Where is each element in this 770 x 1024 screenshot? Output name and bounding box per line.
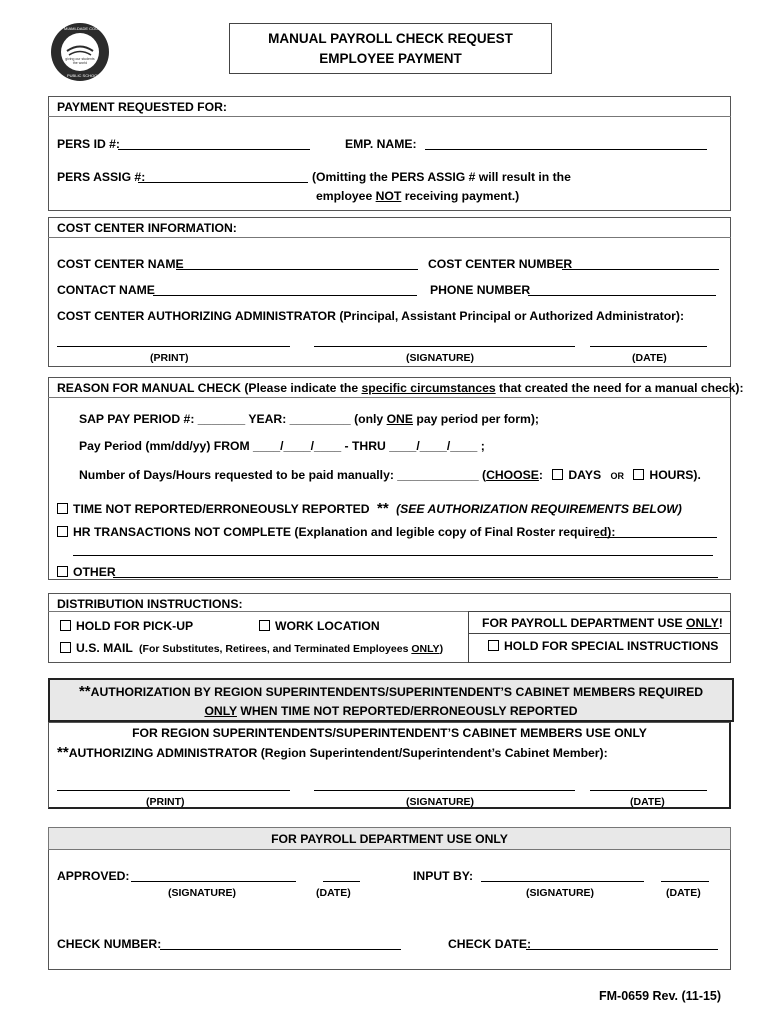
hours-checkbox[interactable]: [633, 469, 644, 480]
see-auth-note: (SEE AUTHORIZATION REQUIREMENTS BELOW): [396, 502, 682, 516]
hours-label: HOURS).: [649, 468, 701, 482]
form-number: FM-0659 Rev. (11-15): [599, 989, 722, 1003]
region-date-caption: (DATE): [630, 796, 665, 808]
check-number-field[interactable]: [160, 949, 401, 950]
us-mail-note-b: ): [439, 643, 444, 655]
us-mail-note-a: (For Substitutes, Retirees, and Terminated Employees: [139, 643, 412, 655]
form-title: MANUAL PAYROLL CHECK REQUEST: [268, 31, 513, 46]
payroll-use-divider: [468, 633, 731, 634]
payroll-use-only: ONLY: [686, 616, 719, 630]
payroll-use-b: !: [718, 616, 723, 630]
cost-center-heading: COST CENTER INFORMATION:: [57, 221, 237, 235]
check-date-label: CHECK DATE:: [448, 937, 532, 951]
choose-label: CHOOSE: [486, 468, 539, 482]
hold-special-label: HOLD FOR SPECIAL INSTRUCTIONS: [504, 639, 719, 653]
region-print-field[interactable]: [57, 790, 290, 791]
cost-center-name-field[interactable]: [176, 269, 418, 270]
other-row[interactable]: [57, 565, 116, 579]
reason-heading: [57, 381, 744, 395]
note-b2: receiving payment.): [401, 189, 520, 203]
note-b1: employee: [316, 189, 376, 203]
us-mail-only: ONLY: [411, 643, 440, 655]
region-signature-field[interactable]: [314, 790, 575, 791]
hr-transactions-label: HR TRANSACTIONS NOT COMPLETE (Explanation and legible copy of Final Roster required):: [73, 525, 616, 539]
days-hours-label: Number of Days/Hours requested to be paid manually: ____________ (: [79, 468, 487, 482]
input-by-signature-caption: (SIGNATURE): [526, 887, 595, 899]
payment-heading: PAYMENT REQUESTED FOR:: [57, 100, 227, 114]
phone-number-field[interactable]: [528, 295, 716, 296]
cost-center-divider: [48, 237, 731, 238]
pers-assig-note-2: [316, 189, 519, 203]
reason-divider: [48, 397, 731, 398]
input-by-label: INPUT BY:: [413, 869, 474, 883]
work-location-checkbox[interactable]: [259, 620, 270, 631]
us-mail-row[interactable]: [60, 641, 443, 656]
region-stars: **: [57, 744, 69, 761]
pers-id-label: PERS ID #:: [57, 137, 120, 151]
payroll-use-a: FOR PAYROLL DEPARTMENT USE: [482, 616, 687, 630]
title-box: [229, 23, 552, 74]
time-stars: **: [377, 500, 389, 517]
logo-bottom-text: PUBLIC SCHOOLS: [67, 73, 103, 78]
pers-assig-label: PERS ASSIG #:: [57, 170, 146, 184]
sap-end: pay period per form);: [413, 412, 539, 426]
auth-stars: **: [78, 683, 91, 700]
authorizing-admin-label: COST CENTER AUTHORIZING ADMINISTRATOR (Principal, Assistant Principal or Authorized Administrator):: [57, 309, 685, 323]
cost-center-number-field[interactable]: [562, 269, 719, 270]
hold-pickup-checkbox[interactable]: [60, 620, 71, 631]
hr-transactions-row[interactable]: [57, 525, 615, 539]
input-by-signature-field[interactable]: [481, 881, 644, 882]
district-logo: [50, 22, 110, 82]
payment-heading-divider: [48, 116, 731, 117]
region-use-heading: FOR REGION SUPERINTENDENTS/SUPERINTENDENT’S CABINET MEMBERS USE ONLY: [132, 726, 647, 740]
reason-heading-u: specific circumstances: [361, 381, 496, 395]
days-label: DAYS: [568, 468, 602, 482]
sap-label: SAP PAY PERIOD #: _______ YEAR: _________ (only: [79, 412, 387, 426]
region-admin-row: [57, 746, 608, 760]
hr-transactions-checkbox[interactable]: [57, 526, 68, 537]
approved-signature-caption: (SIGNATURE): [168, 887, 237, 899]
distribution-divider: [48, 611, 468, 612]
pers-assig-note: (Omitting the PERS ASSIG # will result in the: [312, 170, 571, 184]
input-by-date-field[interactable]: [661, 881, 709, 882]
authorization-line2: [48, 704, 734, 718]
logo-tagline: giving our students the world: [65, 57, 95, 65]
pers-id-field[interactable]: [118, 149, 310, 150]
hold-special-row[interactable]: [488, 639, 718, 653]
cc-date-caption: (DATE): [632, 352, 667, 364]
region-date-field[interactable]: [590, 790, 707, 791]
pers-assig-field[interactable]: [138, 182, 308, 183]
emp-name-label: EMP. NAME:: [345, 137, 417, 151]
cc-signature-caption: (SIGNATURE): [406, 352, 475, 364]
auth-line1-text: AUTHORIZATION BY REGION SUPERINTENDENTS/SUPERINTENDENT’S CABINET MEMBERS REQUIRED: [90, 685, 704, 699]
emp-name-field[interactable]: [425, 149, 707, 150]
region-print-caption: (PRINT): [146, 796, 185, 808]
reason-heading-b: that created the need for a manual check):: [495, 381, 744, 395]
region-admin-label: AUTHORIZING ADMINISTRATOR (Region Superintendent/Superintendent’s Cabinet Member):: [68, 746, 608, 760]
sap-pay-period-row[interactable]: [79, 412, 539, 426]
us-mail-note: [139, 643, 443, 655]
choose-colon: :: [538, 468, 543, 482]
cc-date-field[interactable]: [590, 346, 707, 347]
contact-name-label: CONTACT NAME: [57, 283, 155, 297]
check-number-label: CHECK NUMBER:: [57, 937, 162, 951]
approved-date-field[interactable]: [323, 881, 360, 882]
payroll-use-heading: [482, 616, 723, 630]
approved-signature-field[interactable]: [131, 881, 296, 882]
authorization-line1: [48, 685, 734, 699]
region-signature-caption: (SIGNATURE): [406, 796, 475, 808]
us-mail-label: U.S. MAIL: [76, 641, 133, 655]
cost-center-number-label: COST CENTER NUMBER: [428, 257, 573, 271]
pay-period-row[interactable]: Pay Period (mm/dd/yy) FROM ____/____/____ - THRU ____/____/____ ;: [79, 439, 485, 453]
cc-signature-field[interactable]: [314, 346, 575, 347]
time-not-reported-checkbox[interactable]: [57, 503, 68, 514]
sap-one: ONE: [386, 412, 413, 426]
cost-center-name-label: COST CENTER NAME: [57, 257, 184, 271]
auth-only: ONLY: [204, 704, 237, 718]
form-subtitle: EMPLOYEE PAYMENT: [319, 51, 462, 66]
hold-pickup-label: HOLD FOR PICK-UP: [76, 619, 194, 633]
work-location-label: WORK LOCATION: [275, 619, 380, 633]
hr-explanation-field[interactable]: [595, 537, 717, 538]
input-by-date-caption: (DATE): [666, 887, 701, 899]
phone-number-label: PHONE NUMBER: [430, 283, 531, 297]
logo-top-text: MIAMI-DADE COUNTY: [64, 26, 106, 31]
cc-print-field[interactable]: [57, 346, 290, 347]
work-location-row[interactable]: [259, 619, 380, 633]
hr-explanation-field-2[interactable]: [73, 555, 713, 556]
auth-line2-text: WHEN TIME NOT REPORTED/ERRONEOUSLY REPORTED: [236, 704, 578, 718]
payroll-dept-heading: FOR PAYROLL DEPARTMENT USE ONLY: [271, 832, 508, 846]
other-label: OTHER: [73, 565, 116, 579]
time-not-reported-label: TIME NOT REPORTED/ERRONEOUSLY REPORTED: [73, 502, 370, 516]
days-checkbox[interactable]: [552, 469, 563, 480]
contact-name-field[interactable]: [153, 295, 417, 296]
other-field[interactable]: [113, 577, 718, 578]
time-not-reported-row[interactable]: [57, 502, 682, 516]
other-checkbox[interactable]: [57, 566, 68, 577]
distribution-heading: DISTRIBUTION INSTRUCTIONS:: [57, 597, 243, 611]
hold-pickup-row[interactable]: [60, 619, 193, 633]
check-date-field[interactable]: [526, 949, 718, 950]
hold-special-checkbox[interactable]: [488, 640, 499, 651]
days-hours-row[interactable]: [79, 468, 701, 483]
note-not: NOT: [375, 189, 402, 203]
approved-label: APPROVED:: [57, 869, 130, 883]
or-label: OR: [610, 471, 624, 481]
reason-heading-a: REASON FOR MANUAL CHECK (Please indicate the: [57, 381, 362, 395]
approved-date-caption: (DATE): [316, 887, 351, 899]
cc-print-caption: (PRINT): [150, 352, 189, 364]
us-mail-checkbox[interactable]: [60, 642, 71, 653]
